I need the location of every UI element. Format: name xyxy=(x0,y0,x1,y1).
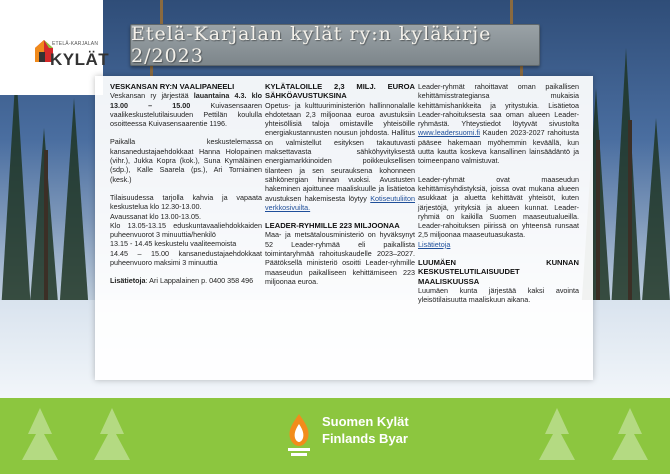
etela-karjalan-kylat-logo xyxy=(0,0,110,95)
newsletter-panel xyxy=(95,76,593,380)
column-leader xyxy=(418,82,579,314)
paragraph-luumaki: Luumäen kunta järjestää kaksi avointa yleisötilaisuutta maaliskuun aikana. xyxy=(418,285,579,305)
column-veskansa xyxy=(110,82,262,295)
schedule-item: Avaussanat klo 13.00-13.05. xyxy=(110,211,201,221)
contact-info: : Ari Lappalainen p. 0400 358 496 xyxy=(145,276,254,286)
event-date: lauantaina 4.3. klo 13.00 – 15.00 xyxy=(110,91,263,110)
contact-label: Lisätietoja xyxy=(110,276,146,286)
paragraph-grants: Opetus- ja kulttuuriministeriön hallinnonalalle ehdotetaan 2,3 miljoonaa euroa avustuksiin yhteisöllisiä taloja omistaville yhteisöille energiakustannusten nousun johdosta. Hallitus on valmistellut esityksen takautuvasti maksettavasta sähköhyvityksestä energiamarkkinoiden poikkeuksellisen tilanteen ja sen seurauksena kohonneen sähkönergian hinnan vuoksi. Avustusten hakeminen ajoittunee maaliskuulle ja lisätietoa avustuksen hakemisesta löytyy Kotiseutuliiton verkkosivuilta. xyxy=(265,100,415,212)
suomen-kylat-flame-logo-icon xyxy=(276,410,322,458)
decorative-tree-icon xyxy=(80,404,144,468)
decorative-tree-icon xyxy=(8,404,72,468)
heading-leader-millions: LEADER-RYHMILLE 223 MILJOONAA xyxy=(265,221,400,231)
heading-luumaki: LUUMÄEN KUNNAN KESKUSTELUTILAISUUDET MAALISKUUSSA xyxy=(418,258,579,286)
paragraph-leader-groups: Leader-ryhmät ovat maaseudun kehittämisyhdistyksiä, joissa ovat mukana alueen asukkaat ja aluetta kehittävät yhteisöt, kuten järjestöjä, yrityksiä ja alueen kunnat. Leader-ryhmiä on kaikilla Suomen maaseutualueilla. Leader-rahoituksen piirissä on yhteensä runsaat 2,5 miljoonaa maaseutuasukasta. Lisätietoja xyxy=(418,174,579,249)
leadersuomi-link[interactable]: www.leadersuomi.fi xyxy=(418,128,480,138)
heading-vaalipaneeli: VESKANSAN RY:N VAALIPANEELI xyxy=(110,82,235,91)
logo-brand-text: KYLÄT xyxy=(50,50,110,69)
heading-sahkoavustukset: KYLÄTALOILLE 2,3 MILJ. EUROA SÄHKÖAVUSTUKSINA xyxy=(265,82,415,101)
header-sign xyxy=(130,24,540,66)
decorative-tree-icon xyxy=(525,404,589,468)
schedule-item: 13.15 - 14.45 keskustelu vaaliteemoista xyxy=(110,239,237,249)
brand-name-finnish: Suomen Kylät xyxy=(322,414,409,429)
paragraph-contact xyxy=(110,276,262,285)
schedule-item: 14.45 – 15.00 kansanedustajaehdokkaat puheenvuoro maksimi 3 minuuttia xyxy=(110,248,262,268)
logo-region-text: ETELÄ-KARJALAN xyxy=(52,41,99,47)
paragraph-schedule: Tilaisuudessa tarjolla kahvia ja vapaata keskustelua klo 12.30-13.00. Avaussanat klo 13.00-13.05. Klo 13.05-13.15 eduskuntavaaliehdokkaiden puheenvuorot 3 minuuttia/henkilö 13.15 - 14.45 keskustelu vaaliteemoista 14.45 – 15.00 kansanedustajaehdokkaat puheenvuoro maksimi 3 minuuttia xyxy=(110,192,262,268)
paragraph-event-intro: Veskansan ry järjestää lauantaina 4.3. klo 13.00 – 15.00 Kuivasensaaren vaalikeskustelutilaisuuden Pettilän koululla osoitteessa Kuivasensaarentie 1196. xyxy=(110,91,263,129)
lisatietoja-link[interactable]: Lisätietoja xyxy=(418,239,451,249)
column-grants xyxy=(265,82,415,295)
kotiseutuliitto-link[interactable]: Kotiseutuliiton verkkosivuilta. xyxy=(265,193,415,212)
paragraph-candidates: Paikalla keskustelemassa kansanedustajaehdokkaat Hanna Holopainen (vihr.), Jukka Kopra (kok.), Suna Kymäläinen (sdp.), Kalle Saarela (ps.), Ari Torniainen (kesk.) xyxy=(110,137,262,184)
schedule-item: Klo 13.05-13.15 eduskuntavaaliehdokkaiden puheenvuorot 3 minuuttia/henkilö xyxy=(110,220,262,240)
paragraph-leader-funding: Maa- ja metsätalousministeriö on hyväksynyt 52 Leader-ryhmää eli paikallista toimintaryhmää rahoituskaudelle 2023–2027. Päätöksellä ministeriö osoitti Leader-ryhmille maaseudun paikalliseen kehittämiseen 223 miljoonaa euroa. xyxy=(265,230,415,286)
brand-name-swedish: Finlands Byar xyxy=(322,431,408,446)
paragraph-leader-info: Leader-ryhmät rahoittavat oman paikallisen kehittämisstrategiansa mukaisia kehittämishankkeita ja yritystukia. Lisätietoa Leader-rahoituksesta saa oman alueen Leader-ryhmästä. Yhteystiedot löytyvät sivustolta www.leadersuomi.fi Kauden 2023-2027 rahoitusta pääsee hakemaan myöhemmin keväällä, kun uutta kautta koskeva kansallinen lainsäädäntö ja toimeenpano valmistuvat. xyxy=(418,82,579,166)
footer-bar xyxy=(0,398,670,474)
decorative-tree-icon xyxy=(598,404,662,468)
newsletter-title: Etelä-Karjalan kylät ry:n kyläkirje 2/2023 xyxy=(131,23,492,67)
